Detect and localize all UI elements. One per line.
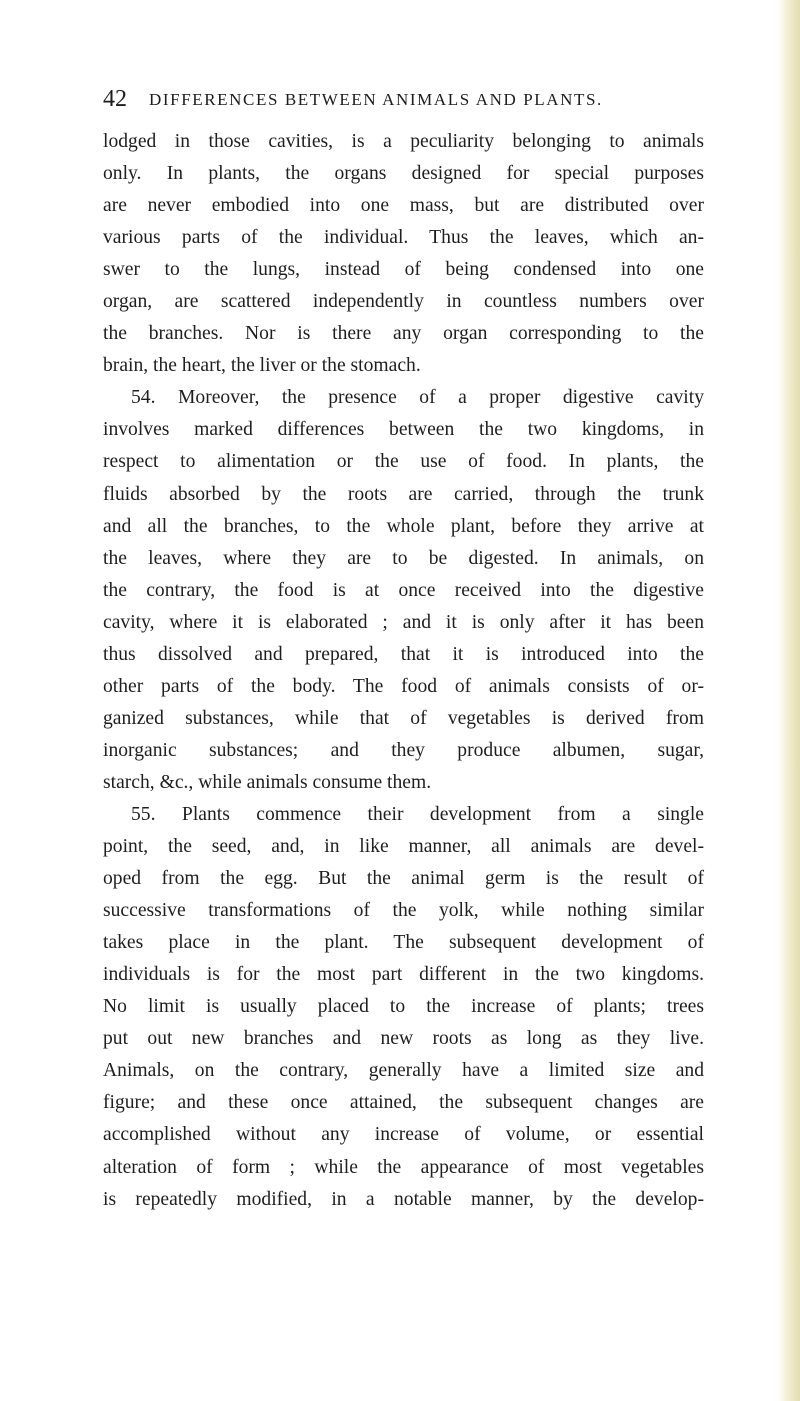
text-line: organ, are scattered independently in countless numbers over [103, 291, 704, 313]
text-line: 55. Plants commence their development from a single [131, 803, 704, 825]
text-line: involves marked differences between the two kingdoms, in [103, 419, 704, 441]
text-line: point, the seed, and, in like manner, all animals are devel- [103, 836, 704, 858]
text-line: the leaves, where they are to be digested. In animals, on [103, 547, 704, 569]
text-line: are never embodied into one mass, but are distributed over [103, 195, 704, 217]
text-line: successive transformations of the yolk, while nothing similar [103, 900, 704, 922]
text-line: is repeatedly modified, in a notable manner, by the develop- [103, 1188, 704, 1210]
text-line: fluids absorbed by the roots are carried, through the trunk [103, 483, 704, 505]
text-line: swer to the lungs, instead of being condensed into one [103, 259, 704, 281]
text-line: the contrary, the food is at once received into the digestive [103, 579, 704, 601]
text-line: figure; and these once attained, the subsequent changes are [103, 1092, 704, 1114]
text-line: other parts of the body. The food of animals consists of or- [103, 675, 704, 697]
text-line: takes place in the plant. The subsequent development of [103, 932, 704, 954]
text-line: alteration of form ; while the appearance of most vegetables [103, 1156, 704, 1178]
text-line: Animals, on the contrary, generally have a limited size and [103, 1060, 704, 1082]
text-line: No limit is usually placed to the increase of plants; trees [103, 996, 704, 1018]
text-line: accomplished without any increase of volume, or essential [103, 1124, 704, 1146]
text-line: ganized substances, while that of vegetables is derived from [103, 707, 704, 729]
text-line: 54. Moreover, the presence of a proper digestive cavity [131, 387, 704, 409]
page-number: 42 [103, 86, 127, 112]
page-edge-shading [778, 0, 800, 1401]
text-line: put out new branches and new roots as long as they live. [103, 1028, 704, 1050]
text-line: oped from the egg. But the animal germ is the result of [103, 868, 704, 890]
text-line: inorganic substances; and they produce albumen, sugar, [103, 739, 704, 761]
text-line: brain, the heart, the liver or the stomach. [103, 355, 421, 377]
text-line: various parts of the individual. Thus the leaves, which an- [103, 227, 704, 249]
text-line: thus dissolved and prepared, that it is introduced into the [103, 643, 704, 665]
text-line: the branches. Nor is there any organ corresponding to the [103, 323, 704, 345]
page-header [103, 84, 703, 114]
text-line: respect to alimentation or the use of food. In plants, the [103, 451, 704, 473]
text-line: starch, &c., while animals consume them. [103, 771, 432, 793]
text-line: individuals is for the most part different in the two kingdoms. [103, 964, 704, 986]
text-line: and all the branches, to the whole plant, before they arrive at [103, 515, 704, 537]
running-head: DIFFERENCES BETWEEN ANIMALS AND PLANTS. [149, 90, 603, 109]
body-text [103, 126, 704, 1216]
text-line: only. In plants, the organs designed for special purposes [103, 163, 704, 185]
text-line: cavity, where it is elaborated ; and it is only after it has been [103, 611, 704, 633]
text-line: lodged in those cavities, is a peculiarity belonging to animals [103, 131, 704, 152]
